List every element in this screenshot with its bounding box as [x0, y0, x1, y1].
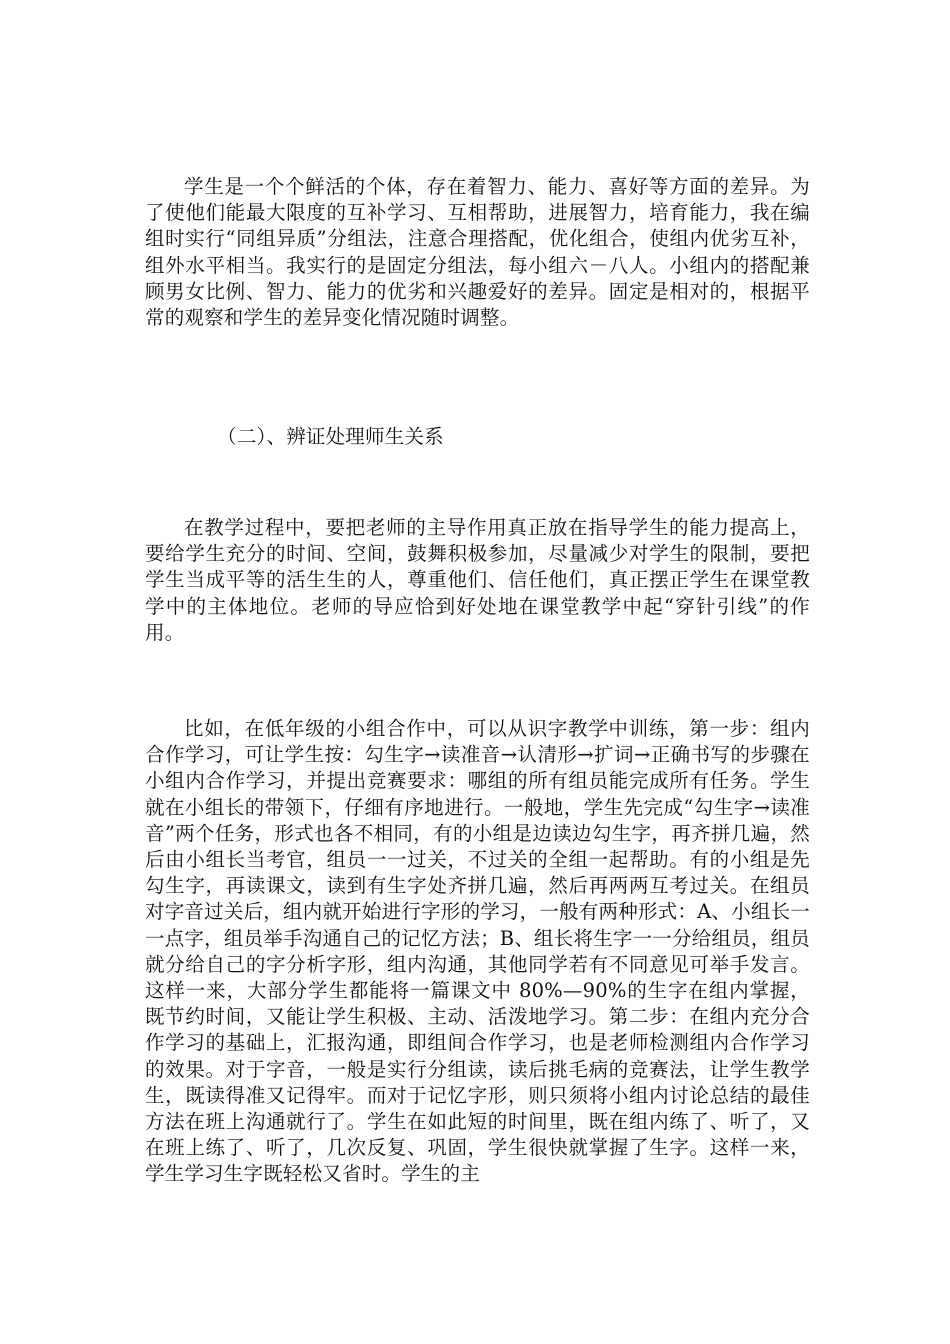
paragraph-text: 在教学过程中，要把老师的主导作用真正放在指导学生的能力提高上，要给学生充分的时间、空间，鼓舞积极参加，尽量减少对学生的限制，要把学生当成平等的活生生的人，尊重他们、信任他们，真正摆正学生在课堂教学中的主体地位。老师的导应恰到好处地在课堂教学中起“穿针引线”的作用。: [145, 516, 810, 644]
section-heading: [145, 424, 810, 450]
paragraph-text: 比如，在低年级的小组合作中，可以从识字教学中训练，第一步：组内合作学习，可让学生按：勾生字→读准音→认清形→扩词→正确书写的步骤在小组内合作学习，并提出竞赛要求：哪组的所有组员能完成所有任务。学生就在小组长的带领下，仔细有序地进行。一般地，学生先完成“勾生字→读准音”两个任务，形式也各不相同，有的小组是边读边勾生字，再齐拼几遍，然后由小组长当考官，组员一一过关，不过关的全组一起帮助。有的小组是先勾生字，再读课文，读到有生字处齐拼几遍，然后再两两互考过关。在组员对字音过关后，组内就开始进行字形的学习，一般有两种形式：A、小组长一一点字，组员举手沟通自己的记忆方法；B、组长将生字一一分给组员，组员就分给自己的字分析字形，组内沟通，其他同学若有不同意见可举手发言。这样一来，大部分学生都能将一篇课文中 80%—90%的生字在组内掌握，既节约时间，又能让学生积极、主动、活泼地学习。第二步：在组内充分合作学习的基础上，汇报沟通，即组间合作学习，也是老师检测组内合作学习的效果。对于字音，一般是实行分组读，读后挑毛病的竞赛法，让学生教学生，既读得准又记得牢。而对于记忆字形，则只须将小组内讨论总结的最佳方法在班上沟通就行了。学生在如此短的时间里，既在组内练了、听了，又在班上练了、听了，几次反复、巩固，学生很快就掌握了生字。这样一来，学生学习生字既轻松又省时。学生的主: [145, 717, 810, 1186]
paragraph-student-differences: [145, 174, 810, 331]
section-heading-text: （二）、辨证处理师生关系: [217, 425, 444, 448]
paragraph-text: 学生是一个个鲜活的个体，存在着智力、能力、喜好等方面的差异。为了使他们能最大限度的互补学习、互相帮助，进展智力，培育能力，我在编组时实行“同组异质”分组法，注意合理搭配，优化组合，使组内优劣互补，组外水平相当。我实行的是固定分组法，每小组六－八人。小组内的搭配兼顾男女比例、智力、能力的优劣和兴趣爱好的差异。固定是相对的，根据平常的观察和学生的差异变化情况随时调整。: [145, 175, 810, 330]
paragraph-group-example: [145, 716, 810, 1188]
paragraph-teacher-role: [145, 515, 810, 646]
